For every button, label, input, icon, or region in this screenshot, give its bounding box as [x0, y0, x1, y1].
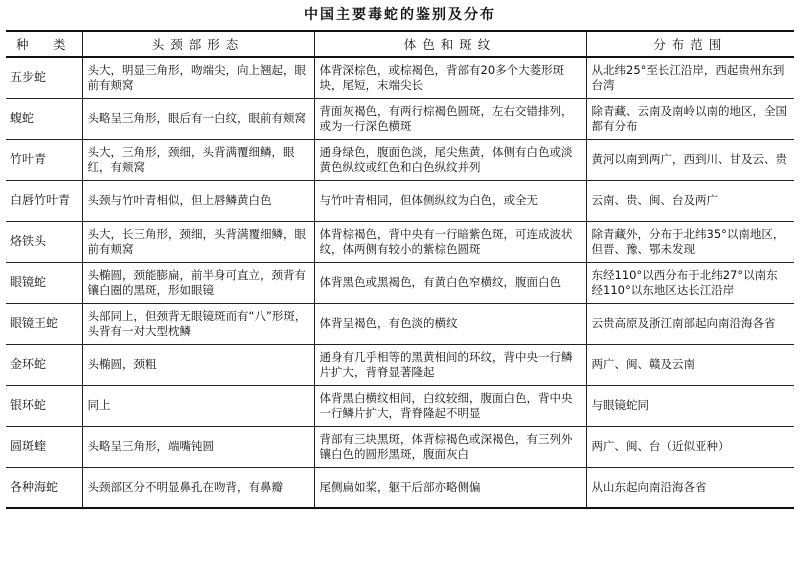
distribution-cell: 黄河以南到两广，西到川、甘及云、贵	[586, 139, 794, 180]
head-neck-cell: 头大，长三角形，颈细，头背满覆细鳞，眼前有颊窝	[82, 221, 314, 262]
head-neck-cell: 头略呈三角形，眼后有一白纹，眼前有颊窝	[82, 98, 314, 139]
color-pattern-cell: 与竹叶青相同，但体侧纵纹为白色，或全无	[314, 180, 586, 221]
distribution-cell: 云南、贵、闽、台及两广	[586, 180, 794, 221]
distribution-cell: 云贵高原及浙江南部起向南沿海各省	[586, 303, 794, 344]
color-pattern-cell: 背部有三块黑斑，体背棕褐色或深褐色，有三列外镶白色的圆形黑斑，腹面灰白	[314, 426, 586, 467]
table-row	[6, 303, 794, 344]
table-row	[6, 180, 794, 221]
head-neck-cell: 头椭圆，颈粗	[82, 344, 314, 385]
table-row	[6, 344, 794, 385]
table-row	[6, 139, 794, 180]
color-pattern-cell: 尾侧扁如桨，躯干后部亦略侧偏	[314, 467, 586, 508]
distribution-cell: 除青藏外，分布于北纬35°以南地区，但晋、豫、鄂未发现	[586, 221, 794, 262]
table-row	[6, 426, 794, 467]
head-neck-cell: 头椭圆，颈能膨扁，前半身可直立，颈背有镶白圈的黑斑，形如眼镜	[82, 262, 314, 303]
species-cell: 白唇竹叶青	[6, 180, 82, 221]
color-pattern-cell: 体背黑白横纹相间，白纹较细，腹面白色，背中央一行鳞片扩大，背脊隆起不明显	[314, 385, 586, 426]
head-neck-cell: 头大，明显三角形，吻端尖，向上翘起，眼前有颊窝	[82, 57, 314, 98]
table-row	[6, 385, 794, 426]
header-head-neck: 头颈部形态	[82, 31, 314, 57]
species-cell: 金环蛇	[6, 344, 82, 385]
species-cell: 眼镜王蛇	[6, 303, 82, 344]
color-pattern-cell: 体背棕褐色，背中央有一行暗紫色斑，可连成波状纹，体两侧有较小的紫棕色圆斑	[314, 221, 586, 262]
header-distribution: 分布范围	[586, 31, 794, 57]
color-pattern-cell: 背面灰褐色，有两行棕褐色圆斑，左右交错排列，或为一行深色横斑	[314, 98, 586, 139]
species-cell: 各种海蛇	[6, 467, 82, 508]
head-neck-cell: 同上	[82, 385, 314, 426]
species-cell: 蝮蛇	[6, 98, 82, 139]
table-row	[6, 98, 794, 139]
head-neck-cell: 头颈部区分不明显鼻孔在吻背，有鼻瓣	[82, 467, 314, 508]
species-cell: 竹叶青	[6, 139, 82, 180]
species-cell: 五步蛇	[6, 57, 82, 98]
table-title: 中国主要毒蛇的鉴别及分布	[304, 7, 496, 23]
head-neck-cell: 头颈与竹叶青相似，但上唇鳞黄白色	[82, 180, 314, 221]
distribution-cell: 从山东起向南沿海各省	[586, 467, 794, 508]
table-row	[6, 467, 794, 508]
color-pattern-cell: 体背深棕色，或棕褐色，背部有20多个大菱形斑块，尾短，末端尖长	[314, 57, 586, 98]
header-species: 种 类	[6, 31, 82, 57]
table-row	[6, 262, 794, 303]
color-pattern-cell: 通身有几乎相等的黑黄相间的环纹，背中央一行鳞片扩大，背脊显著隆起	[314, 344, 586, 385]
distribution-cell: 从北纬25°至长江沿岸，西起贵州东到台湾	[586, 57, 794, 98]
species-cell: 圆斑蝰	[6, 426, 82, 467]
head-neck-cell: 头略呈三角形，端嘴钝圆	[82, 426, 314, 467]
table-row	[6, 221, 794, 262]
distribution-cell: 东经110°以西分布于北纬27°以南东经110°以东地区达长江沿岸	[586, 262, 794, 303]
header-row	[6, 31, 794, 57]
distribution-cell: 除青藏、云南及南岭以南的地区，全国都有分布	[586, 98, 794, 139]
distribution-cell: 与眼镜蛇同	[586, 385, 794, 426]
venomous-snake-table	[6, 30, 794, 509]
color-pattern-cell: 体背呈褐色，有色淡的横纹	[314, 303, 586, 344]
color-pattern-cell: 体背黑色或黑褐色，有黄白色窄横纹，腹面白色	[314, 262, 586, 303]
color-pattern-cell: 通身绿色，腹面色淡，尾尖焦黄，体侧有白色或淡黄色纵纹或红色和白色纵纹并列	[314, 139, 586, 180]
species-cell: 烙铁头	[6, 221, 82, 262]
header-color-pattern: 体色和斑纹	[314, 31, 586, 57]
head-neck-cell: 头大，三角形，颈细，头背满覆细鳞，眼红，有颊窝	[82, 139, 314, 180]
head-neck-cell: 头部同上，但颈背无眼镜斑而有“八”形斑，头背有一对大型枕鳞	[82, 303, 314, 344]
species-cell: 银环蛇	[6, 385, 82, 426]
distribution-cell: 两广、闽、台（近似亚种）	[586, 426, 794, 467]
distribution-cell: 两广、闽、赣及云南	[586, 344, 794, 385]
species-cell: 眼镜蛇	[6, 262, 82, 303]
table-row	[6, 57, 794, 98]
